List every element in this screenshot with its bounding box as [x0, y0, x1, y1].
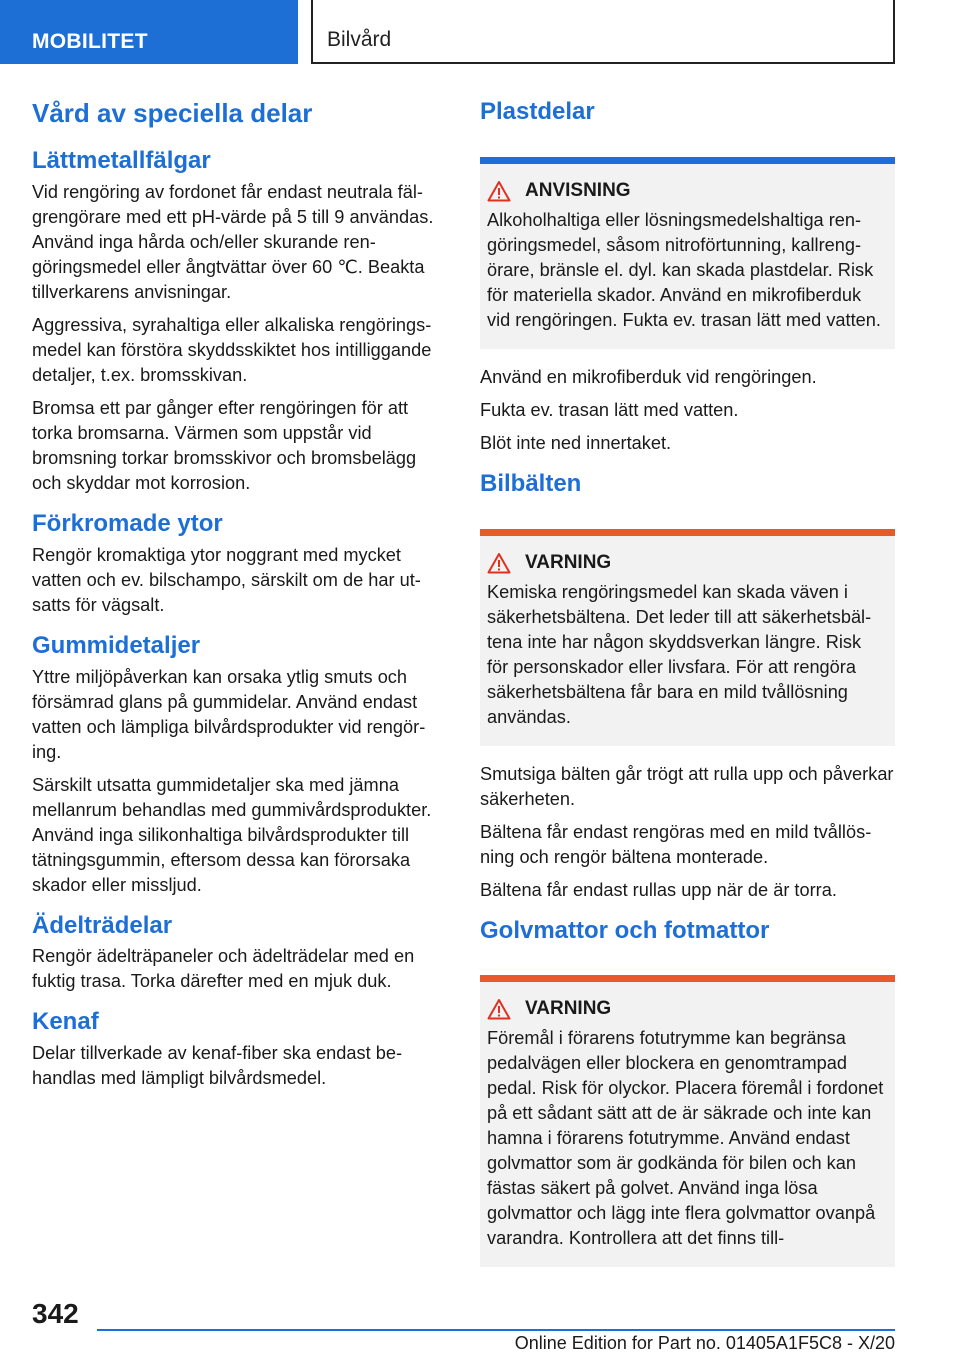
paragraph: Rengör ädelträpaneler och ädelträdelar med en fuktig trasa. Torka därefter med en mjuk duk. [32, 946, 415, 992]
warning-title: VARNING [525, 551, 612, 573]
paragraph: Fukta ev. trasan lätt med vatten. [480, 399, 739, 420]
heading-gummidetaljer: Gummidetaljer [32, 631, 201, 659]
paragraph: Bältena får endast rengöras med en mild tvållösning och rengör bältena monterade. [480, 821, 872, 867]
heading-kenaf: Kenaf [32, 1008, 99, 1036]
heading-plastdelar: Plastdelar [480, 98, 595, 125]
warning-title: VARNING [525, 998, 612, 1020]
warning-triangle-icon [487, 552, 511, 574]
paragraph: Aggressiva, syrahaltiga eller alkaliska rengöringsmedel kan förstöra skyddsskiktet hos intilliggande detaljer, t.ex. bromsskivan. [32, 314, 432, 385]
warning-triangle-icon [487, 180, 511, 202]
page-number: 342 [32, 1298, 79, 1329]
paragraph: Smutsiga bälten går trögt att rulla upp och påverkar säkerheten. [480, 763, 894, 809]
warning-text: Föremål i förarens fotutrymme kan begränsa pedalvägen eller blockera en genomtrampad pedal. Risk för olyckor. Placera föremål i fordonet på ett sådant sätt att de är säkrade och inte kan hamna i förarens fotutrymme. Använd endast golvmattor som är godkända för bilen och kan fästas säkert på golvet. Använd inga lösa golvmattor och lägg inte flera golvmattor ovanpå varandra. Kontrollera att det finns till- [487, 1028, 884, 1249]
edition-text: Online Edition for Part no. 01405A1F5C8 - X/20 [514, 1333, 895, 1353]
page-title: Vård av speciella delar [32, 98, 313, 128]
warning-text: Kemiska rengöringsmedel kan skada väven i säkerhetsbältena. Det leder till att säkerhetsbältena inte har någon skyddsverkan längre. Risk för personskador eller livsfara. För att rengöra säkerhetsbältena får bara en mild tvållösning användas. [487, 581, 872, 727]
warning-box [480, 529, 895, 746]
paragraph: Bromsa ett par gånger efter rengöringen för att torka bromsarna. Värmen som uppstår vid bromsning torkar bromsskivor och bromsbelägg och skyddar mot korrosion. [32, 397, 417, 493]
heading-adeltradelar: Ädelträdelar [32, 911, 173, 939]
notice-box [480, 157, 895, 349]
warning-box [480, 975, 895, 1267]
paragraph: Bältena får endast rullas upp när de är torra. [480, 879, 837, 900]
warning-triangle-icon [487, 998, 511, 1020]
heading-lattmetallfalgar: Lättmetallfälgar [32, 147, 211, 175]
subsection-title: Bilvård [311, 0, 895, 64]
heading-golvmattor: Golvmattor och fotmattor [480, 916, 770, 944]
paragraph: Yttre miljöpåverkan kan orsaka ytlig smuts och försämrad glans på gummidelar. Använd endast vatten och lämpliga bilvårdsprodukter vid rengöring. [32, 666, 426, 762]
heading-forkromade-ytor: Förkromade ytor [32, 509, 223, 537]
footer-divider [97, 1329, 895, 1331]
notice-text: Alkoholhaltiga eller lösningsmedelshaltiga rengöringsmedel, såsom nitroförtunning, kallrengörare, bränsle el. dyl. kan skada plastdelar. Risk för materiella skador. Använd en mikrofiberduk vid rengöringen. Fukta ev. trasan lätt med vatten. [487, 209, 881, 330]
paragraph: Använd en mikrofiberduk vid rengöringen. [480, 366, 817, 387]
paragraph: Rengör kromaktiga ytor noggrant med mycket vatten och ev. bilschampo, särskilt om de har utsatts för vägsalt. [32, 544, 421, 615]
notice-title: ANVISNING [525, 179, 631, 201]
heading-bilbalten: Bilbälten [480, 469, 582, 497]
paragraph: Delar tillverkade av kenaf-fiber ska endast behandlas med lämpligt bilvårdsmedel. [32, 1043, 402, 1089]
right-column [480, 98, 895, 1283]
paragraph: Särskilt utsatta gummidetaljer ska med jämna mellanrum behandlas med gummivårdsprodukter. Använd inga silikonhaltiga bilvårdsprodukter till tätningsgummin, eftersom dessa kan förorsaka skador eller missljud. [32, 774, 432, 895]
paragraph: Blöt inte ned innertaket. [480, 432, 672, 453]
left-column [32, 98, 442, 1099]
paragraph: Vid rengöring av fordonet får endast neutrala fälgrengörare med ett pH-värde på 5 till 9 användas. Använd inga hårda och/eller skurande rengöringsmedel eller ångtvättar över 60 ℃. Beakta tillverkarens anvisningar. [32, 181, 434, 302]
section-tab: MOBILITET [0, 0, 298, 64]
